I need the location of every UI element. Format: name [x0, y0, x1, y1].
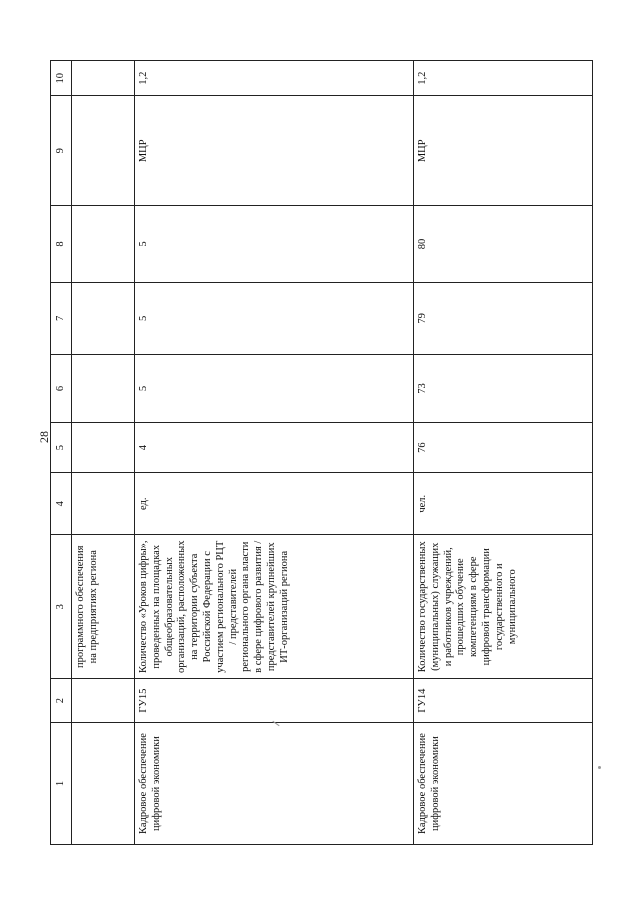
table-cell — [72, 723, 135, 845]
indicator-table — [50, 60, 593, 845]
scan-speck — [598, 766, 601, 769]
indicator-text-cell: Количество государственных (муниципальных) служащих и работников учреждений, прошедших обучение компетенциям в сфере цифровой трансформации государственного и муниципального — [414, 535, 593, 679]
note-cell: 1,2 — [414, 61, 593, 96]
unit-cell: чел. — [414, 473, 593, 535]
continued-row — [72, 61, 135, 845]
table-cell — [72, 96, 135, 206]
table-cell — [72, 354, 135, 422]
table-cell — [72, 423, 135, 473]
column-header: 7 — [51, 282, 72, 354]
value-cell: 79 — [414, 282, 593, 354]
value-cell: 5 — [135, 354, 414, 422]
column-header: 9 — [51, 96, 72, 206]
value-cell: 76 — [414, 423, 593, 473]
table-row — [414, 61, 593, 845]
responsible-cell: МЦР — [414, 96, 593, 206]
value-cell: 5 — [135, 282, 414, 354]
column-header: 1 — [51, 723, 72, 845]
code-cell: ГУ15 — [135, 679, 414, 723]
rotated-table-wrapper — [50, 60, 593, 845]
column-header: 10 — [51, 61, 72, 96]
table-row — [135, 61, 414, 845]
table-cell — [72, 61, 135, 96]
page-number: 28 — [37, 431, 51, 443]
column-header: 3 — [51, 535, 72, 679]
table-cell — [72, 282, 135, 354]
value-cell: 73 — [414, 354, 593, 422]
value-cell: 5 — [135, 206, 414, 283]
column-header: 8 — [51, 206, 72, 283]
value-cell: 80 — [414, 206, 593, 283]
direction-cell: Кадровое обеспечение цифровой экономики — [135, 723, 414, 845]
column-header: 2 — [51, 679, 72, 723]
unit-cell: ед. — [135, 473, 414, 535]
column-header: 4 — [51, 473, 72, 535]
indicator-text-cell: Количество «Уроков цифры», проведенных на площадках общеобразовательных организаций, расположенных на территории субъекта Российской Федерации с участием регионального РЦТ / представителей регионального органа власти в сфере цифрового развития / представителей крупнейших ИТ-организаций региона — [135, 535, 414, 679]
indicator-text-cell: программного обеспечения на предприятиях региона — [72, 535, 135, 679]
table-cell — [72, 473, 135, 535]
responsible-cell: МЦР — [135, 96, 414, 206]
header-row — [51, 61, 72, 845]
note-cell: 1,2 — [135, 61, 414, 96]
table-cell — [72, 206, 135, 283]
table-cell — [72, 679, 135, 723]
column-header: 6 — [51, 354, 72, 422]
column-header: 5 — [51, 423, 72, 473]
value-cell: 4 — [135, 423, 414, 473]
direction-cell: Кадровое обеспечение цифровой экономики — [414, 723, 593, 845]
code-cell: ГУ14 — [414, 679, 593, 723]
